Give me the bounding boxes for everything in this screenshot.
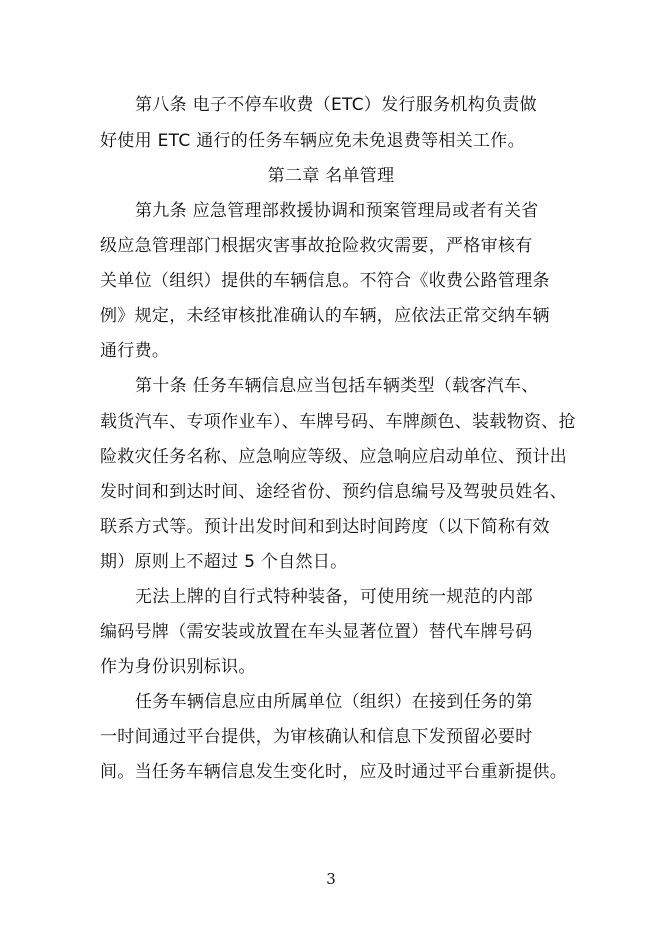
article-9-line-2: 级应急管理部门根据灾害事故抢险救灾需要，严格审核有 bbox=[100, 236, 533, 256]
article-10-line-4: 发时间和到达时间、途经省份、预约信息编号及驾驶员姓名、 bbox=[100, 482, 568, 502]
article-10-line-3: 险救灾任务名称、应急响应等级、应急响应启动单位、预计出 bbox=[100, 447, 568, 467]
article-9-line-3: 关单位（组织）提供的车辆信息。不符合《收费公路管理条 bbox=[100, 271, 550, 291]
chapter-heading: 第二章 名单管理 bbox=[267, 166, 395, 186]
paragraph-2-line-3: 作为身份识别标识。 bbox=[100, 657, 256, 677]
paragraph-3-line-2: 一时间通过平台提供，为审核确认和信息下发预留必要时 bbox=[100, 727, 533, 747]
article-10-line-2: 载货汽车、专项作业车）、车牌号码、车牌颜色、装载物资、抢 bbox=[100, 412, 576, 432]
article-9-line-5: 通行费。 bbox=[100, 341, 170, 361]
article-8-line-1: 第八条 电子不停车收费（ETC）发行服务机构负责做 bbox=[135, 95, 537, 115]
article-9-line-4: 例》规定，未经审核批准确认的车辆，应依法正常交纳车辆 bbox=[100, 306, 550, 326]
paragraph-2-line-1: 无法上牌的自行式特种装备，可使用统一规范的内部 bbox=[135, 587, 533, 607]
article-8-line-2: 好使用 ETC 通行的任务车辆应免未免退费等相关工作。 bbox=[100, 131, 525, 151]
article-10-line-5: 联系方式等。预计出发时间和到达时间跨度（以下简称有效 bbox=[100, 517, 550, 537]
paragraph-3-line-3: 间。当任务车辆信息发生变化时，应及时通过平台重新提供。 bbox=[100, 762, 568, 782]
article-9-line-1: 第九条 应急管理部救援协调和预案管理局或者有关省 bbox=[135, 201, 539, 221]
paragraph-3-line-1: 任务车辆信息应由所属单位（组织）在接到任务的第 bbox=[135, 692, 533, 712]
article-10-line-1: 第十条 任务车辆信息应当包括车辆类型（载客汽车、 bbox=[135, 376, 539, 396]
page-number: 3 bbox=[326, 870, 336, 888]
article-10-line-6: 期）原则上不超过 5 个自然日。 bbox=[100, 552, 348, 572]
paragraph-2-line-2: 编码号牌（需安装或放置在车头显著位置）替代车牌号码 bbox=[100, 622, 533, 642]
